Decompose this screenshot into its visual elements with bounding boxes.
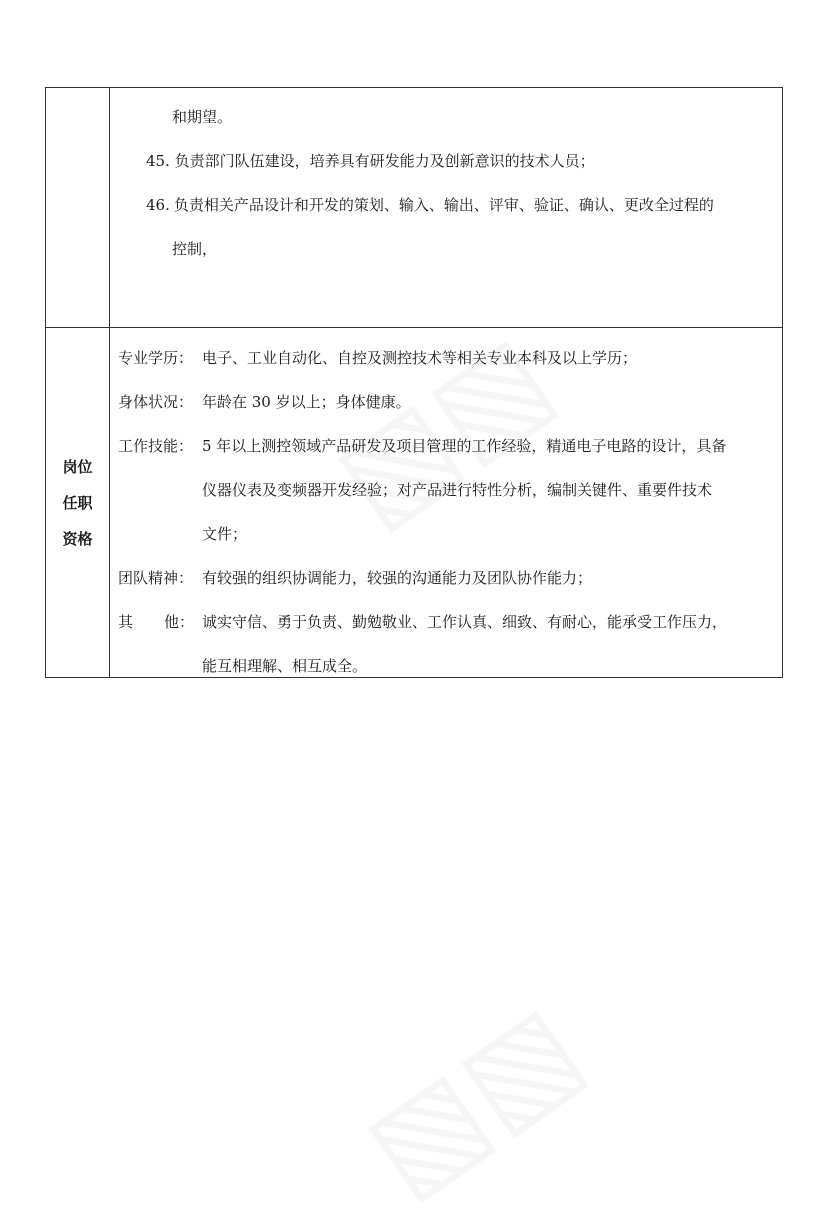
other-value-line: 诚实守信、勇于负责、勤勉敬业、工作认真、细致、有耐心，能承受工作压力， <box>202 613 728 631</box>
qualifications-content-cell <box>110 328 782 677</box>
education-value: 电子、工业自动化、自控及测控技术等相关专业本科及以上学历； <box>202 349 638 367</box>
education-line <box>118 336 782 380</box>
other-line <box>118 600 782 688</box>
duties-content-cell <box>110 88 782 327</box>
duty-continuation: 和期望。 <box>172 108 233 126</box>
skills-value-line: 仪器仪表及变频器开发经验；对产品进行特性分析，编制关键件、重要件技术 <box>202 481 713 499</box>
skills-line <box>118 424 782 556</box>
other-value <box>202 600 782 688</box>
label-line: 资格 <box>62 529 93 548</box>
education-key: 专业学历： <box>118 349 194 367</box>
watermark <box>341 978 606 1221</box>
other-key-part: 他： <box>163 613 194 631</box>
qualifications-label-cell <box>46 328 110 677</box>
duty-item-46 <box>110 183 782 227</box>
team-value: 有较强的组织协调能力，较强的沟通能力及团队协作能力； <box>202 569 593 587</box>
skills-key: 工作技能： <box>118 437 194 455</box>
duty-46-line <box>146 183 774 227</box>
duty-46-continuation: 控制， <box>172 240 218 258</box>
qualifications-label <box>60 449 96 557</box>
label-line: 任职 <box>62 493 93 512</box>
other-key <box>118 600 202 688</box>
health-line <box>118 380 782 424</box>
team-key: 团队精神： <box>118 569 194 587</box>
duty-number: 45. <box>146 152 170 170</box>
duty-number: 46. <box>146 196 170 214</box>
duty-item-45 <box>110 139 782 183</box>
skills-value-line: 文件； <box>202 525 248 543</box>
duty-text: 负责相关产品设计和开发的策划、输入、输出、评审、验证、确认、更改全过程的 <box>173 196 714 214</box>
duties-row <box>46 88 782 327</box>
skills-value <box>202 424 782 556</box>
qualifications-row <box>46 327 782 677</box>
job-description-table <box>45 87 783 678</box>
duty-text: 负责部门队伍建设，培养具有研发能力及创新意识的技术人员； <box>174 152 595 170</box>
duties-label-cell <box>46 88 110 327</box>
health-key: 身体状况： <box>118 393 194 411</box>
label-line: 岗位 <box>62 457 93 476</box>
skills-value-line: 5 年以上测控领域产品研发及项目管理的工作经验，精通电子电路的设计，具备 <box>202 437 727 455</box>
team-line <box>118 556 782 600</box>
health-value: 年龄在 30 岁以上；身体健康。 <box>202 393 411 411</box>
other-value-line: 能互相理解、相互成全。 <box>202 657 368 675</box>
other-key-part: 其 <box>118 613 134 631</box>
